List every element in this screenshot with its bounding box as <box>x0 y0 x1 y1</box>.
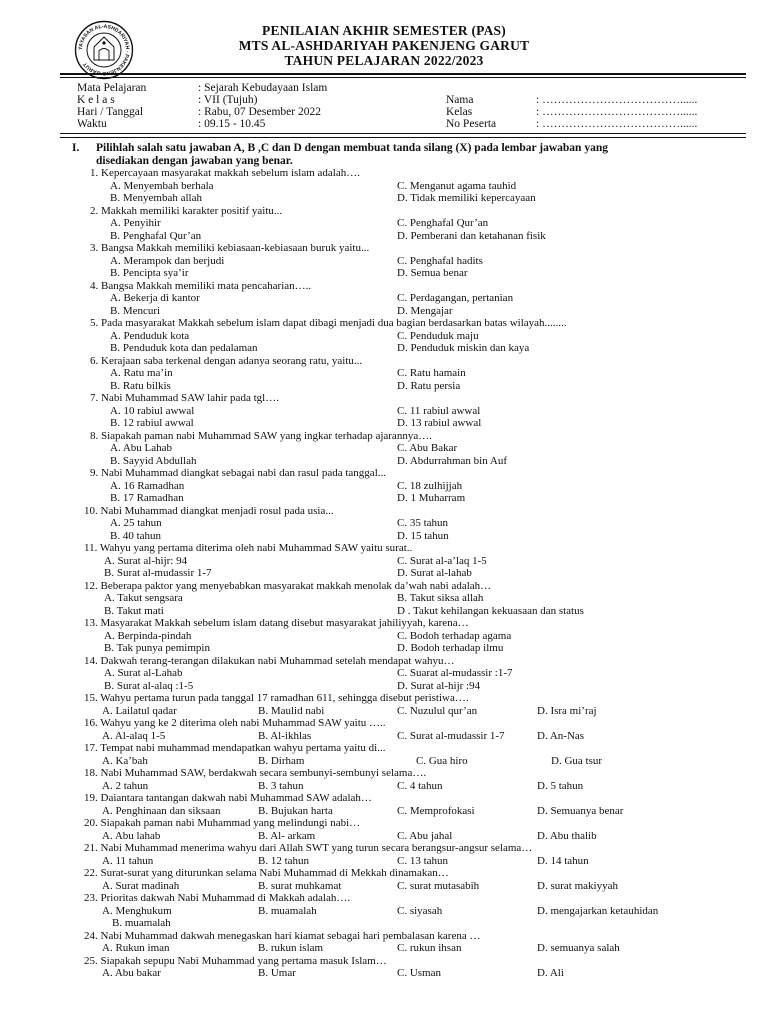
answer-option[interactable]: C. Gua hiro <box>416 754 468 767</box>
answer-option[interactable]: D. Ali <box>537 967 564 979</box>
label-subject: Mata Pelajaran <box>77 82 147 94</box>
answer-option[interactable]: D. An-Nas <box>537 729 585 742</box>
question-text: 6. Kerajaan saba terkenal dengan adanya seorang ratu, yaitu... <box>90 354 363 367</box>
answer-option[interactable]: A. Penduduk kota <box>110 329 190 342</box>
question-text: 24. Nabi Muhammad dakwah menegaskan hari kiamat sebagai hari pembalasan karena … <box>84 929 481 942</box>
answer-option[interactable]: B. muamalah <box>112 917 171 929</box>
answer-option[interactable]: D. Bodoh terhadap ilmu <box>397 642 504 654</box>
answer-option[interactable]: D. 1 Muharram <box>397 492 466 504</box>
answer-option[interactable]: B. muamalah <box>258 904 317 917</box>
answer-option[interactable]: D. Ratu persia <box>397 379 461 392</box>
question-text: 8. Siapakah paman nabi Muhammad SAW yang ingkar terhadap ajarannya…. <box>90 429 432 442</box>
answer-option[interactable]: B. 17 Ramadhan <box>110 492 184 504</box>
answer-option[interactable]: A. Surat madinah <box>102 879 180 892</box>
question-text: 2. Makkah memiliki karakter positif yaitu... <box>90 204 283 217</box>
answer-option[interactable]: C. Suarat al-mudassir :1-7 <box>397 667 513 679</box>
question-text: 22. Surat-surat yang diturunkan selama Nabi Muhammad di Mekkah dinamakan… <box>84 867 449 879</box>
question-text: 4. Bangsa Makkah memiliki mata pencaharian….. <box>90 279 312 292</box>
answer-option[interactable]: A. 16 Ramadhan <box>110 479 185 492</box>
answer-option[interactable]: A. 2 tahun <box>102 779 149 792</box>
answer-option[interactable]: C. Surat al-mudassir 1-7 <box>397 729 505 742</box>
answer-option[interactable]: C. Abu Bakar <box>397 442 458 454</box>
question-text: 11. Wahyu yang pertama diterima oleh nabi Muhammad SAW yaitu surat.. <box>84 542 413 554</box>
answer-option[interactable]: B. Penduduk kota dan pedalaman <box>110 342 258 354</box>
answer-option[interactable]: C. 18 zulhijjah <box>397 479 463 492</box>
answer-option[interactable]: D. 13 rabiul awwal <box>397 417 482 429</box>
answer-option[interactable]: B. Sayyid Abdullah <box>110 454 197 467</box>
answer-option[interactable]: C. Memprofokasi <box>397 804 475 817</box>
answer-option[interactable]: C. Nuzulul qur’an <box>397 704 478 717</box>
question-text: 21. Nabi Muhammad menerima wahyu dari Allah SWT yang turun secara berangsur-angsur selama… <box>84 842 533 854</box>
question-text: 14. Dakwah terang-terangan dilakukan nabi Muhammad setelah mendapat wahyu… <box>84 654 455 667</box>
answer-option[interactable]: A. Menghukum <box>102 904 172 917</box>
answer-option[interactable]: C. Ratu hamain <box>397 367 466 379</box>
answer-option[interactable]: B. Tak punya pemimpin <box>104 642 210 654</box>
answer-option[interactable]: A. 25 tahun <box>110 517 162 529</box>
answer-option[interactable]: A. 10 rabiul awwal <box>110 404 195 417</box>
answer-option[interactable]: A. Rukun iman <box>102 942 170 954</box>
answer-option[interactable]: C. Penduduk maju <box>397 329 479 342</box>
answer-option[interactable]: B. Maulid nabi <box>258 704 325 717</box>
answer-option[interactable]: B. Ratu bilkis <box>110 379 171 392</box>
answer-option[interactable]: D. Abu thalib <box>537 829 597 842</box>
answer-option[interactable]: A. Bekerja di kantor <box>110 292 200 304</box>
answer-option[interactable]: A. Penghinaan dan siksaan <box>102 804 221 817</box>
logo-ring-text: YAYASAN AL-ASHDARIYAH · PAKENJENG GARUT <box>77 23 131 77</box>
answer-option[interactable]: D . Takut kehilangan kekuasaan dan status <box>397 604 584 617</box>
answer-option[interactable]: A. Al-alaq 1-5 <box>102 729 166 742</box>
student-class-field[interactable]: : ………………………………...... <box>536 106 698 118</box>
answer-option[interactable]: B. 12 rabiul awwal <box>110 417 194 429</box>
question-text: 10. Nabi Muhammad diangkat menjadi rosul pada usia... <box>84 504 334 517</box>
answer-option[interactable]: C. 4 tahun <box>397 779 443 792</box>
answer-option[interactable]: A. 11 tahun <box>102 854 154 867</box>
answer-option[interactable]: A. Menyembah berhala <box>110 179 214 192</box>
value-date: : Rabu, 07 Desember 2022 <box>198 106 321 118</box>
question-text: 23. Prioritas dakwah Nabi Muhammad di Makkah adalah…. <box>84 892 351 904</box>
answer-option[interactable]: B. Penghafal Qur’an <box>110 229 202 242</box>
answer-option[interactable]: C. Perdagangan, pertanian <box>397 292 514 304</box>
section-instruction-2: disediakan dengan jawaban yang benar. <box>96 155 293 167</box>
question-text: 9. Nabi Muhammad diangkat sebagai nabi dan rasul pada tanggal... <box>90 467 386 479</box>
header-divider <box>60 73 746 75</box>
answer-option[interactable]: B. Pencipta sya’ir <box>110 267 189 279</box>
answer-option[interactable]: B. 12 tahun <box>258 854 310 867</box>
section-instruction: Pilihlah salah satu jawaban A, B ,C dan D dengan membuat tanda silang (X) pada lembar jawaban yang <box>96 142 608 154</box>
answer-option[interactable]: C. siyasah <box>397 904 443 917</box>
name-field[interactable]: : ………………………………...... <box>536 94 698 106</box>
answer-option[interactable]: D. mengajarkan ketauhidan <box>537 904 659 917</box>
answer-option[interactable]: A. Berpinda-pindah <box>104 629 192 642</box>
answer-option[interactable]: B. Surat al-mudassir 1-7 <box>104 567 212 579</box>
answer-option[interactable]: C. Abu jahal <box>397 829 453 842</box>
answer-option[interactable]: D. 5 tahun <box>537 779 584 792</box>
academic-year: TAHUN PELAJARAN 2022/2023 <box>284 53 484 68</box>
answer-option[interactable]: C. rukun ihsan <box>397 942 462 954</box>
answer-option[interactable]: D. 15 tahun <box>397 529 449 542</box>
question-text: 19. Daiantara tantangan dakwah nabi Muhammad SAW adalah… <box>84 792 372 804</box>
label-class: K e l a s <box>77 94 115 106</box>
question-text: 3. Bangsa Makkah memiliki kebiasaan-kebiasaan buruk yaitu... <box>90 242 370 254</box>
answer-option[interactable]: B. Menyembah allah <box>110 192 202 204</box>
value-class: : VII (Tujuh) <box>198 94 258 106</box>
value-time: : 09.15 - 10.45 <box>198 118 266 130</box>
question-text: 25. Siapakah sepupu Nabi Muhammad yang pertama masuk Islam… <box>84 954 387 967</box>
answer-option[interactable]: B. Umar <box>258 967 296 979</box>
answer-option[interactable]: D. Gua tsur <box>551 754 603 767</box>
info-divider-thin <box>60 137 746 138</box>
answer-option[interactable]: B. Surat al-alaq :1-5 <box>104 679 194 692</box>
answer-option[interactable]: A. Ratu ma’in <box>110 367 173 379</box>
answer-option[interactable]: C. Bodoh terhadap agama <box>397 629 512 642</box>
answer-option[interactable]: B. rukun islam <box>258 942 324 954</box>
answer-option[interactable]: D. Penduduk miskin dan kaya <box>397 342 530 354</box>
school-name: MTS AL-ASHDARIYAH PAKENJENG GARUT <box>238 38 530 53</box>
answer-option[interactable]: D. Abdurrahman bin Auf <box>397 454 507 467</box>
question-text: 15. Wahyu pertama turun pada tanggal 17 ramadhan 611, sehingga disebut peristiwa…. <box>84 692 469 704</box>
answer-option[interactable]: B. Al-ikhlas <box>258 729 312 742</box>
answer-option[interactable]: B. Mencuri <box>110 304 161 317</box>
section-number: I. <box>72 142 80 154</box>
answer-option[interactable]: A. Ka’bah <box>102 754 148 767</box>
exam-number-field[interactable]: : ………………………………...... <box>536 118 698 130</box>
answer-option[interactable]: B. Takut siksa allah <box>397 592 484 604</box>
answer-option[interactable]: A. Takut sengsara <box>104 592 183 604</box>
answer-option[interactable]: D. surat makiyyah <box>537 879 618 892</box>
answer-option[interactable]: C. Menganut agama tauhid <box>397 179 517 192</box>
question-text: 5. Pada masyarakat Makkah sebelum islam dapat dibagi menjadi dua bagian berdasarkan batas wilayah........ <box>90 317 567 329</box>
label-name: Nama <box>446 94 474 106</box>
answer-option[interactable]: D. Surat al-lahab <box>397 567 472 579</box>
answer-option[interactable]: D. 14 tahun <box>537 854 589 867</box>
answer-option[interactable]: B. Bujukan harta <box>258 804 333 817</box>
question-text: 13. Masyarakat Makkah sebelum islam datang disebut masyarakat jahiliyyah, karena… <box>84 617 469 629</box>
answer-option[interactable]: B. surat muhkamat <box>258 879 342 892</box>
answer-option[interactable]: B. Dirham <box>258 754 305 767</box>
answer-option[interactable]: D. Isra mi’raj <box>537 704 597 717</box>
answer-option[interactable]: A. Abu lahab <box>102 829 161 842</box>
question-text: 7. Nabi Muhammad SAW lahir pada tgl…. <box>90 392 279 404</box>
answer-option[interactable]: A. Penyihir <box>110 217 161 229</box>
answer-option[interactable]: A. Merampok dan berjudi <box>110 254 225 267</box>
question-text: 12. Beberapa paktor yang menyebabkan masyarakat makkah menolak da’wah nabi adalah… <box>84 579 492 592</box>
answer-option[interactable]: A. Lailatul qadar <box>102 704 177 717</box>
answer-option[interactable]: D. Surat al-hijr :94 <box>397 679 481 692</box>
answer-option[interactable]: A. Surat al-hijr: 94 <box>104 554 188 567</box>
answer-option[interactable]: C. Penghafal Qur’an <box>397 217 489 229</box>
answer-option[interactable]: C. Penghafal hadits <box>397 254 483 267</box>
answer-option[interactable]: C. 35 tahun <box>397 517 449 529</box>
label-student-class: Kelas <box>446 106 473 118</box>
answer-option[interactable]: D. Pemberani dan ketahanan fisik <box>397 229 546 242</box>
label-date: Hari / Tanggal <box>77 106 144 118</box>
answer-option[interactable]: A. Abu Lahab <box>110 442 173 454</box>
label-exam-number: No Peserta <box>446 118 497 130</box>
answer-option[interactable]: B. 40 tahun <box>110 529 162 542</box>
value-subject: : Sejarah Kebudayaan Islam <box>198 82 328 94</box>
exam-title: PENILAIAN AKHIR SEMESTER (PAS) <box>262 23 506 38</box>
question-text: 16. Wahyu yang ke 2 diterima oleh nabi Muhammad SAW yaitu ….. <box>84 717 386 729</box>
header-divider-thin <box>60 77 746 78</box>
question-text: 1. Kepercayaan masyarakat makkah sebelum islam adalah…. <box>90 167 360 179</box>
answer-option[interactable]: B. 3 tahun <box>258 779 304 792</box>
answer-option[interactable]: C. Surat al-a’laq 1-5 <box>397 554 487 567</box>
question-text: 17. Tempat nabi muhammad mendapatkan wahyu pertama yaitu di... <box>84 742 386 754</box>
question-text: 18. Nabi Muhammad SAW, berdakwah secara sembunyi-sembunyi selama…. <box>84 767 427 779</box>
answer-option[interactable]: D. Semuanya benar <box>537 804 624 817</box>
question-text: 20. Siapakah paman nabi Muhammad yang melindungi nabi… <box>84 817 361 829</box>
answer-option[interactable]: C. 11 rabiul awwal <box>397 404 481 417</box>
answer-option[interactable]: A. Abu bakar <box>102 967 161 979</box>
answer-option[interactable]: C. Usman <box>397 967 441 979</box>
info-divider <box>60 133 746 134</box>
answer-option[interactable]: B. Al- arkam <box>258 829 316 842</box>
answer-option[interactable]: D. Semua benar <box>397 267 468 279</box>
answer-option[interactable]: A. Surat al-Lahab <box>104 667 183 679</box>
label-time: Waktu <box>77 118 107 130</box>
answer-option[interactable]: D. Tidak memiliki kepercayaan <box>397 192 536 204</box>
answer-option[interactable]: C. surat mutasabih <box>397 879 480 892</box>
answer-option[interactable]: C. 13 tahun <box>397 854 449 867</box>
answer-option[interactable]: D. Mengajar <box>397 304 453 317</box>
answer-option[interactable]: B. Takut mati <box>104 604 164 617</box>
answer-option[interactable]: D. semuanya salah <box>537 942 620 954</box>
